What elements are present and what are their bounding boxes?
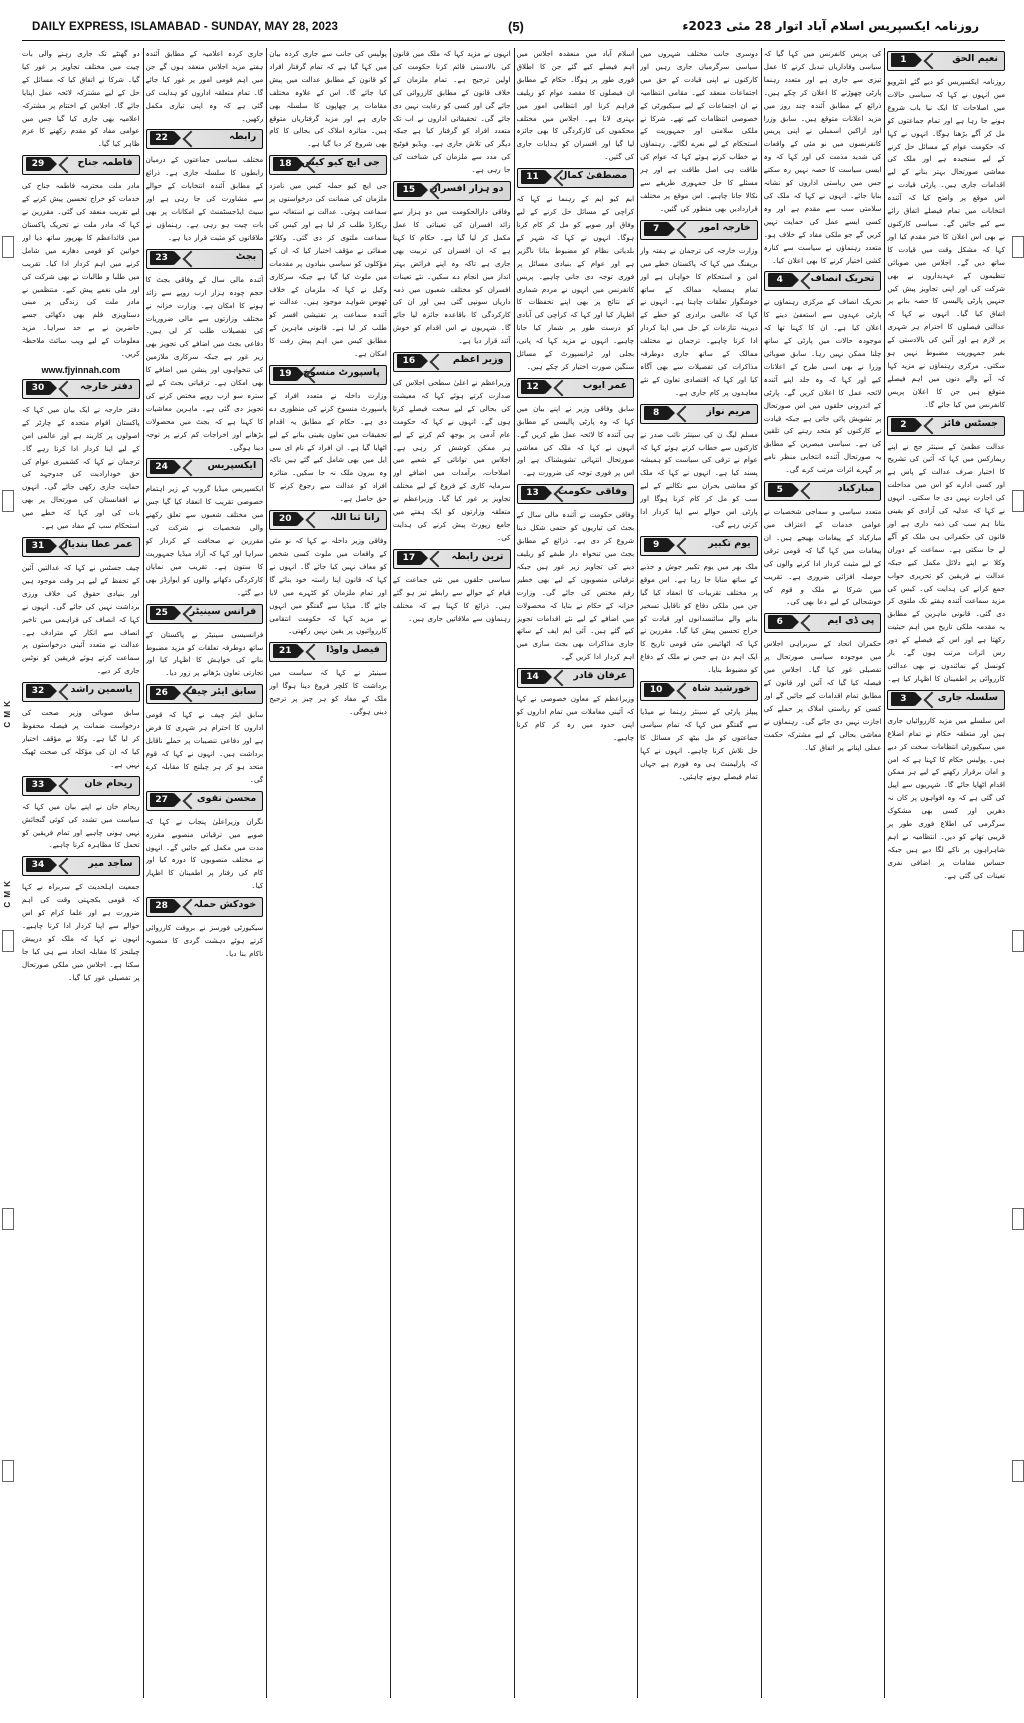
chevron-icon — [306, 644, 323, 661]
story-title: دو ہزار افسران — [429, 183, 504, 195]
chevron-icon — [429, 550, 446, 567]
story-number-badge: 4 — [768, 273, 792, 287]
story-title: رابطہ — [229, 131, 257, 143]
story-body: آئندہ مالی سال کے وفاقی بجٹ کا حجم چودہ ہزار ارب روپے سے زائد ہونے کا امکان ہے۔ وزارت خزانہ نے مختلف وزارتوں سے مالی ضروریات کی تفصیلات طلب کر لی ہیں۔ دفاعی بجٹ میں اضافے کی تجویز بھی زیر غور ہے جبکہ سرکاری ملازمین کی تنخواہوں اور پنشن میں اضافے کا بھی امکان ہے۔ ترقیاتی بجٹ کے لیے سترہ سو ارب روپے مختص کرنے کی تجویز دی گئی ہے۔ ماہرین معاشیات کا کہنا ہے کہ بجٹ میں محصولات بڑھانے اور اخراجات کم کرنے پر توجہ دینا ہوگی۔ — [145, 274, 264, 452]
story-heading — [640, 220, 758, 240]
story-number-badge: 13 — [521, 486, 545, 500]
story-heading — [269, 510, 387, 530]
chevron-icon — [800, 483, 817, 500]
story-number-badge: 34 — [26, 858, 50, 872]
story-body: وزیراعظم کے معاون خصوصی نے کہا کہ آئینی معاملات میں تمام اداروں کو اپنی حدود میں رہ کر کام کرنا چاہیے۔ — [516, 694, 635, 742]
story-title: جی ایچ کیو کیس — [301, 157, 380, 169]
website-url: www.fjyinnah.com — [41, 364, 121, 375]
story-title: فرانس سینیٹر — [189, 605, 257, 617]
story-number-badge: 26 — [150, 686, 174, 700]
story-body: وزارت خارجہ کی ترجمان نے ہفتہ وار بریفنگ میں کہا کہ پاکستان خطے میں امن و استحکام کا خواہاں ہے اور تمام ہمسایہ ممالک کے ساتھ خوشگوار تعلقات چاہتا ہے۔ انہوں نے کہا کہ عالمی برادری کو خطے کے دیرینہ تنازعات کے حل میں اپنا کردار ادا کرنا چاہیے۔ ترجمان نے مختلف ممالک کے ساتھ جاری دوطرفہ مذاکرات کی تفصیلات سے بھی آگاہ کیا اور کہا کہ اقتصادی تعاون کے نئے معاہدوں پر کام جاری ہے۔ — [640, 245, 758, 397]
story-heading — [146, 458, 264, 478]
story-number-badge: 28 — [150, 899, 174, 913]
story-body: متعدد سیاسی و سماجی شخصیات نے عوامی خدمات کے اعتراف میں مبارکباد کے پیغامات بھیجے ہیں۔ ان پیغامات میں کہا گیا کہ قومی ترقی کے لیے مثبت کردار ادا کرنے والوں کی حوصلہ افزائی ضروری ہے۔ تقریب میں شرکا نے ملک و قوم کی خوشحالی کے لیے دعا بھی کی۔ — [763, 507, 882, 607]
registration-mark — [1012, 1208, 1024, 1230]
story-title: وزیر اعظم — [452, 354, 504, 366]
story-heading — [393, 352, 511, 372]
color-mark-cmk: C M K — [3, 700, 12, 728]
story-heading — [393, 549, 511, 569]
chevron-icon — [677, 221, 694, 238]
story-title: رانا ثنا اللہ — [330, 512, 380, 524]
story-title: خارجہ امور — [698, 221, 751, 233]
masthead — [22, 14, 1005, 41]
registration-mark — [2, 930, 14, 952]
story-body: جمعیت اہلحدیث کے سربراہ نے کہا کہ قومی یکجہتی وقت کی اہم ضرورت ہے اور علما کرام کو اس حوالے سے اپنا کردار ادا کرنا چاہیے۔ انہوں نے کہا کہ ملک کو درپیش چیلنجز کا مقابلہ اتحاد سے ہی کیا جا سکتا ہے۔ اجلاس میں ملکی صورتحال پر تفصیلی غور کیا گیا۔ — [22, 882, 140, 982]
story-number-badge: 22 — [150, 131, 174, 145]
column-divider — [143, 48, 144, 1698]
story-title: خورشید شاہ — [691, 683, 751, 695]
story-title: محسن نقوی — [196, 792, 257, 804]
chevron-icon — [924, 417, 941, 434]
story-title: فیصل واوڈا — [326, 644, 380, 656]
story-body: اسلام آباد میں منعقدہ اجلاس میں اہم فیصلے کیے گئے جن کا اطلاق فوری طور پر ہوگا۔ حکام کے مطابق ان فیصلوں کا مقصد عوام کو ریلیف فراہم کرنا اور انتظامی امور میں بہتری لانا ہے۔ اجلاس میں مختلف محکموں کی کارکردگی کا بھی جائزہ لیا گیا اور افسران کو ہدایات جاری کی گئیں۔ — [516, 49, 635, 162]
story-heading — [764, 613, 882, 633]
newspaper-page — [22, 14, 1005, 1702]
story-title: عرفان قادر — [573, 670, 628, 682]
story-number-badge: 31 — [26, 539, 50, 553]
story-number-badge: 7 — [644, 222, 668, 236]
story-body: فرانسیسی سینیٹر نے پاکستان کے ساتھ دوطرفہ تعلقات کو مزید مضبوط بنانے کی خواہش کا اظہار کیا اور تجارتی تعاون بڑھانے پر زور دیا۔ — [145, 629, 264, 678]
story-heading — [146, 684, 264, 704]
story-heading — [640, 404, 758, 424]
story-heading — [146, 249, 264, 269]
story-number-badge: 2 — [891, 418, 915, 432]
chevron-icon — [59, 858, 76, 875]
story-body: وفاقی وزیر داخلہ نے کہا کہ نو مئی کے واقعات میں ملوث کسی شخص کو معاف نہیں کیا جائے گا۔ انہوں نے کہا کہ قانون اپنا راستہ خود بنائے گا اور تمام ملزمان کو کٹہرے میں لایا جائے گا۔ میڈیا سے گفتگو میں انہوں نے مزید کہا کہ حکومت انتقامی کارروائیوں پر یقین نہیں رکھتی۔ — [269, 536, 387, 636]
story-title: فاطمہ جناح — [77, 157, 133, 169]
story-number-badge: 1 — [891, 53, 915, 67]
chevron-icon — [429, 354, 446, 371]
story-body: تحریک انصاف کے مرکزی رہنماؤں نے پارٹی عہدوں سے استعفیٰ دینے کا اعلان کیا ہے۔ ان کا کہنا تھا کہ موجودہ حالات میں پارٹی کے ساتھ چلنا ممکن نہیں رہا۔ سابق صوبائی وزرا نے بھی اسی طرح کے اعلانات کیے اور کہا کہ وہ جلد اپنے آئندہ لائحہ عمل کا اعلان کریں گے۔ پارٹی کے اندرونی حلقوں میں اس صورتحال پر تشویش پائی جاتی ہے جبکہ قیادت نے کارکنوں کو متحد رہنے کی تلقین کی ہے۔ سیاسی مبصرین کے مطابق یہ صورتحال آئندہ انتخابی منظر نامے پر گہرے اثرات مرتب کرے گی۔ — [763, 297, 882, 475]
story-title: یوم تکبیر — [708, 537, 751, 549]
story-body: وزیراعظم نے اعلیٰ سطحی اجلاس کی صدارت کرتے ہوئے کہا کہ معیشت کی بحالی کے لیے سخت فیصلے کرنا ہوں گے۔ انہوں نے کہا کہ حکومت عام آدمی پر بوجھ کم کرنے کے لیے ہر ممکن کوشش کر رہی ہے۔ اجلاس میں توانائی کے شعبے میں اصلاحات، برآمدات میں اضافے اور سرمایہ کاری کے فروغ کے لیے مختلف تجاویز پر غور کیا گیا۔ وزیراعظم نے متعلقہ وزارتوں کو ایک ہفتے میں جامع رپورٹ پیش کرنے کی ہدایت کی۔ — [392, 378, 511, 542]
story-number-badge: 14 — [521, 670, 545, 684]
column-3 — [640, 48, 758, 1698]
story-number-badge: 23 — [150, 251, 174, 265]
registration-mark — [1012, 236, 1024, 258]
story-heading — [269, 155, 387, 175]
registration-mark — [2, 1208, 14, 1230]
story-number-badge: 10 — [644, 683, 668, 697]
story-title: مصطفیٰ کمال — [559, 170, 628, 182]
story-heading — [517, 378, 635, 398]
chevron-icon — [924, 53, 941, 70]
story-title: ایکسپریس — [207, 460, 257, 472]
story-body: چیف جسٹس نے کہا کہ عدالتیں آئین کے تحفظ کے لیے ہر وقت موجود ہیں اور بنیادی حقوق کی خلاف ورزی برداشت نہیں کی جائے گی۔ انہوں نے کہا کہ انصاف کی فراہمی میں تاخیر انصاف سے انکار کے مترادف ہے۔ عدالت نے متعدد آئینی درخواستوں پر سماعت کرتے ہوئے فریقین کو نوٹس جاری کر دیے۔ — [22, 563, 140, 676]
story-body: پولیس کی جانب سے جاری کردہ بیان میں کہا گیا ہے کہ تمام گرفتار افراد کو قانون کے مطابق عدالت میں پیش کیا جائے گا۔ اس کے علاوہ مختلف مقامات پر چھاپوں کا سلسلہ بھی جاری ہے اور مزید گرفتاریاں متوقع ہیں۔ متاثرہ املاک کی بحالی کا کام بھی شروع کر دیا گیا ہے۔ — [269, 49, 387, 149]
story-title: دفتر خارجہ — [80, 380, 133, 392]
story-title: عمر عطا بندیال — [59, 539, 133, 550]
story-body: ریحام خان نے اپنے بیان میں کہا کہ سیاست میں تشدد کی کوئی گنجائش نہیں ہونی چاہیے اور تمام فریقین کو تحمل کا مظاہرہ کرنا چاہیے۔ — [22, 801, 140, 850]
registration-mark — [2, 490, 14, 512]
story-number-badge: 17 — [397, 551, 421, 565]
story-body: پیپلز پارٹی کے سینئر رہنما نے میڈیا سے گفتگو میں کہا کہ تمام سیاسی جماعتوں کو مل بیٹھ کر مسائل کا حل تلاش کرنا چاہیے۔ انہوں نے کہا کہ پارلیمنٹ ہی وہ فورم ہے جہاں تمام فیصلے ہونے چاہئیں۔ — [640, 707, 758, 781]
chevron-icon — [182, 460, 199, 477]
column-7 — [146, 48, 264, 1698]
story-body: عدالت عظمیٰ کے سینئر جج نے اپنے ریمارکس میں کہا کہ آئین کی تشریح کا اختیار صرف عدالت کے پاس ہے اور کسی ادارے کو اس میں مداخلت کی اجازت نہیں دی جا سکتی۔ انہوں نے کہا کہ عدلیہ کی آزادی کو یقینی بنانا ہم سب کی ذمہ داری ہے اور قانون کی حکمرانی ہی ملک کو آگے لے جا سکتی ہے۔ سماعت کے دوران وکلا نے اپنے دلائل مکمل کیے جبکہ عدالت نے فریقین کو تحریری جواب جمع کرانے کی ہدایت کی۔ کیس کی مزید سماعت آئندہ ہفتے تک ملتوی کر دی گئی۔ قانونی ماہرین کے مطابق یہ مقدمہ ملکی تاریخ میں اہم حیثیت رکھتا ہے اور اس کے فیصلے کے دور رس اثرات مرتب ہوں گے۔ بار کونسل کے نمائندوں نے بھی عدالتی کارروائی پر اطمینان کا اظہار کیا ہے۔ — [887, 441, 1005, 683]
story-number-badge: 21 — [273, 644, 297, 658]
story-heading — [887, 51, 1005, 71]
column-1 — [887, 48, 1005, 1698]
story-heading — [269, 365, 387, 385]
chevron-icon — [59, 157, 76, 174]
story-heading — [764, 271, 882, 291]
color-mark-cmk-lower: C M K — [3, 880, 12, 908]
story-body: وفاقی دارالحکومت میں دو ہزار سے زائد افسران کی تعیناتی کا عمل مکمل کر لیا گیا ہے۔ حکام کا کہنا ہے کہ ان افسران کی تربیت بھی جاری ہے تاکہ وہ اپنے فرائض بہتر انداز میں انجام دے سکیں۔ نئے تعینات افسران کو مختلف شعبوں میں ذمہ داریاں سونپی گئی ہیں اور ان کی کارکردگی کا باقاعدہ جائزہ لیا جائے گا۔ شہریوں نے اس اقدام کو خوش آئند قرار دیا ہے۔ — [392, 207, 511, 346]
column-5 — [393, 48, 511, 1698]
story-title: یاسمین راشد — [70, 684, 133, 696]
story-title: نعیم الحق — [952, 53, 998, 64]
column-6 — [269, 48, 387, 1698]
story-heading — [22, 776, 140, 796]
story-heading — [22, 537, 140, 557]
story-title: ساجد میر — [88, 858, 133, 870]
story-body: کی پریس کانفرنس میں کہا گیا کہ سیاسی وفاداریاں تبدیل کرنے کا عمل تیزی سے جاری ہے اور متعدد رہنما پارٹی چھوڑنے کا اعلان کر چکے ہیں۔ ذرائع کے مطابق آئندہ چند روز میں مزید اعلانات متوقع ہیں۔ سابق وزرا اور اراکین اسمبلی نے اپنی پریس کانفرنسوں میں نو مئی کے واقعات کی شدید مذمت کی اور کہا کہ وہ ایسی سیاست کا حصہ نہیں رہ سکتے جس میں ریاستی اداروں کو نشانہ بنایا جائے۔ انہوں نے کہا کہ ملک کی سلامتی سب سے مقدم ہے اور وہ کسی ایسے عمل کی حمایت نہیں کریں گے جو ملکی مفاد کے خلاف ہو۔ متعدد رہنماؤں نے سیاست سے کنارہ کشی اختیار کرنے کا بھی اعلان کیا۔ — [763, 49, 882, 265]
story-title: جسٹس فائز — [941, 417, 998, 429]
story-number-badge: 9 — [644, 538, 668, 552]
story-number-badge: 5 — [768, 483, 792, 497]
chevron-icon — [800, 615, 817, 632]
story-title: عمر ایوب — [582, 379, 628, 391]
registration-mark — [1012, 930, 1024, 952]
story-body: دفتر خارجہ نے ایک بیان میں کہا کہ پاکستان اقوام متحدہ کے چارٹر کے اصولوں پر کاربند ہے اور عالمی امن کے لیے اپنا کردار ادا کرتا رہے گا۔ ترجمان نے کہا کہ کشمیری عوام کی حق خودارادیت کی جدوجہد کی حمایت جاری رکھی جائے گی۔ انہوں نے افغانستان کی صورتحال پر بھی بات کی اور کہا کہ خطے میں استحکام سب کے مفاد میں ہے۔ — [22, 404, 140, 531]
story-body: سیکیورٹی فورسز نے بروقت کارروائی کرتے ہوئے دہشت گردی کا منصوبہ ناکام بنا دیا۔ — [145, 923, 264, 958]
story-body: جی ایچ کیو حملہ کیس میں نامزد ملزمان کی ضمانت کی درخواستوں پر سماعت ہوئی۔ عدالت نے استغاثہ سے ریکارڈ طلب کر لیا ہے اور کیس کی سماعت ملتوی کر دی گئی۔ وکلائے صفائی نے مؤقف اختیار کیا کہ ان کے مؤکلوں کو سیاسی بنیادوں پر مقدمات میں ملوث کیا گیا ہے جبکہ سرکاری وکیل نے کہا کہ ملزمان کے خلاف ٹھوس شواہد موجود ہیں۔ عدالت نے آئندہ سماعت پر تفتیشی افسر کو طلب کر لیا ہے۔ قانونی ماہرین کے مطابق کیس میں اہم پیش رفت کا امکان ہے۔ — [269, 181, 387, 359]
story-title: سلسلہ جاری — [937, 691, 998, 703]
story-number-badge: 24 — [150, 460, 174, 474]
chevron-icon — [553, 670, 570, 687]
story-heading — [22, 856, 140, 876]
story-body: ایکسپریس میڈیا گروپ کے زیر اہتمام خصوصی تقریب کا انعقاد کیا گیا جس میں مختلف شعبوں سے تعلق رکھنے والی شخصیات نے شرکت کی۔ مقررین نے صحافت کے کردار کو سراہا اور کہا کہ آزاد میڈیا جمہوریت کا ستون ہے۔ تقریب میں نمایاں کارکردگی دکھانے والوں کو ایوارڈز بھی دیے گئے۔ — [145, 484, 264, 597]
column-8 — [22, 48, 140, 1698]
story-title: مبارکباد — [837, 483, 875, 495]
story-number-badge: 8 — [644, 406, 668, 420]
story-title: مریم نواز — [706, 405, 751, 417]
chevron-icon — [59, 777, 76, 794]
chevron-icon — [306, 512, 323, 529]
story-heading — [22, 682, 140, 702]
column-4 — [517, 48, 635, 1698]
story-heading — [146, 129, 264, 149]
story-number-badge: 30 — [26, 381, 50, 395]
story-body: سابق ایئر چیف نے کہا کہ قومی اداروں کا احترام ہر شہری کا فرض ہے اور دفاعی تنصیبات پر حملے ناقابل برداشت ہیں۔ انہوں نے کہا کہ قوم متحد ہو کر ہر چیلنج کا مقابلہ کرے گی۔ — [145, 710, 264, 784]
story-heading — [517, 668, 635, 688]
story-heading — [146, 791, 264, 811]
story-title: ترین رابطہ — [451, 550, 504, 562]
story-number-badge: 15 — [397, 183, 421, 197]
story-number-badge: 25 — [150, 606, 174, 620]
chevron-icon — [182, 131, 199, 148]
story-title: پاسپورٹ منسوخ — [303, 366, 380, 378]
story-number-badge: 18 — [273, 157, 297, 171]
story-body: انہوں نے مزید کہا کہ ملک میں قانون کی بالادستی قائم کرنا حکومت کی اولین ترجیح ہے۔ تمام ملزمان کے خلاف قانون کے مطابق کارروائی کی جائے گی اور کسی کو رعایت نہیں دی جائے گی۔ تحقیقاتی اداروں نے اب تک متعدد افراد کو گرفتار کیا ہے جبکہ دیگر کی تلاش جاری ہے۔ ویڈیو فوٹیج کی مدد سے ملزمان کی شناخت کی جا رہی ہے۔ — [392, 49, 511, 175]
story-number-badge: 20 — [273, 512, 297, 526]
registration-mark — [1012, 1460, 1024, 1482]
chevron-icon — [182, 250, 199, 267]
chevron-icon — [677, 405, 694, 422]
chevron-icon — [553, 379, 570, 396]
story-number-badge: 33 — [26, 778, 50, 792]
masthead-english: DAILY EXPRESS, ISLAMABAD - SUNDAY, MAY 28, 2023 — [32, 21, 338, 33]
registration-mark — [2, 1460, 14, 1482]
column-divider — [884, 48, 885, 1698]
story-heading — [269, 642, 387, 662]
story-number-badge: 32 — [26, 684, 50, 698]
registration-mark — [2, 236, 14, 258]
story-number-badge: 12 — [521, 380, 545, 394]
story-title: وفاقی حکومت — [558, 486, 628, 498]
story-body: سابق وفاقی وزیر نے اپنے بیان میں کہا کہ وہ پارٹی پالیسی کے مطابق ہی آئندہ کا لائحہ عمل طے کریں گے۔ انہوں نے کہا کہ ملک کی معاشی صورتحال انتہائی تشویشناک ہے اور اس پر فوری توجہ کی ضرورت ہے۔ — [516, 403, 635, 478]
story-number-badge: 27 — [150, 793, 174, 807]
story-body: مختلف سیاسی جماعتوں کے درمیان رابطوں کا سلسلہ جاری ہے۔ ذرائع کے مطابق آئندہ انتخابات کے حوالے سے مشاورت کی جا رہی ہے اور سیٹ ایڈجسٹمنٹ کے امکانات پر بھی بات چیت ہو رہی ہے۔ رہنماؤں نے ملاقاتوں کو مثبت قرار دیا ہے۔ — [145, 155, 264, 242]
story-heading — [517, 168, 635, 188]
story-body: مادر ملت محترمہ فاطمہ جناح کی خدمات کو خراج تحسین پیش کرنے کے لیے تقریب منعقد کی گئی۔ مقررین نے کہا کہ مادر ملت نے تحریک پاکستان میں قائداعظم کا بھرپور ساتھ دیا اور خواتین کو قومی دھارے میں شامل کرنے میں اہم کردار ادا کیا۔ تقریب میں طلبا و طالبات نے بھی شرکت کی اور ملی نغمے پیش کیے۔ منتظمین نے مادر ملت کی زندگی پر مبنی دستاویزی فلم بھی دکھائی جسے حاضرین نے بے حد سراہا۔ مزید معلومات کے لیے ویب سائٹ ملاحظہ کریں۔ — [22, 181, 140, 359]
story-body: وفاقی حکومت نے آئندہ مالی سال کے بجٹ کی تیاریوں کو حتمی شکل دینا شروع کر دی ہے۔ ذرائع کے مطابق بجٹ میں تنخواہ دار طبقے کو ریلیف دینے کی تجاویز زیر غور ہیں جبکہ ترقیاتی منصوبوں کے لیے بھی خطیر رقم مختص کی جائے گی۔ وزارت خزانہ کے حکام نے بتایا کہ محصولات میں اضافے کے لیے نئے اقدامات تجویز کیے گئے ہیں۔ آئی ایم ایف کے ساتھ جاری مذاکرات بھی بجٹ سازی میں اہم کردار ادا کریں گے۔ — [516, 510, 635, 662]
story-title: خودکش حملہ — [193, 899, 257, 911]
story-body: اس سلسلے میں مزید کارروائیاں جاری ہیں اور متعلقہ حکام نے تمام اضلاع میں سیکیورٹی انتظامات سخت کر دیے ہیں۔ پولیس حکام کا کہنا ہے کہ امن و امان برقرار رکھنے کے لیے ہر ممکن اقدام اٹھایا جائے گا۔ شہریوں سے اپیل کی گئی ہے کہ وہ افواہوں پر کان نہ دھریں اور کسی بھی مشکوک سرگرمی کی اطلاع فوری طور پر قریبی تھانے کو دیں۔ انتظامیہ نے اہم شاہراہوں پر ناکے لگا دیے ہیں جبکہ حساس مقامات پر اضافی نفری تعینات کی گئی ہے۔ — [887, 715, 1005, 880]
story-body: وزارت داخلہ نے متعدد افراد کے پاسپورٹ منسوخ کرنے کی منظوری دے دی ہے۔ حکام کے مطابق یہ اقدام تحقیقات میں تعاون یقینی بنانے کے لیے اٹھایا گیا ہے۔ ان افراد کے نام ای سی ایل میں بھی شامل کیے گئے ہیں تاکہ وہ بیرون ملک نہ جا سکیں۔ متاثرہ افراد کو عدالت سے رجوع کرنے کا حق حاصل ہے۔ — [269, 390, 387, 504]
story-heading — [393, 181, 511, 201]
story-body: روزنامہ ایکسپریس کو دیے گئے انٹرویو میں انہوں نے کہا کہ سیاسی حالات میں اصلاحات کا ایک نیا باب شروع ہونے جا رہا ہے اور تمام جماعتوں کو مل کر آگے بڑھنا ہوگا۔ انہوں نے کہا کہ حکومت عوام کے مسائل حل کرنے کے لیے سنجیدہ ہے اور ملک کی معاشی صورتحال بہتر بنانے کے لیے اقدامات جاری ہیں۔ پارٹی قیادت نے اس موقع پر واضح کیا کہ آئندہ انتخابات میں تمام فیصلے اتفاق رائے سے کیے جائیں گے۔ سیاسی کارکنوں نے بھی اس اعلان کا خیر مقدم کیا اور کہا کہ مشکل وقت میں قیادت کا ساتھ دیں گے۔ اجلاس میں صوبائی تنظیموں کے عہدیداروں نے بھی شرکت کی اور اپنی تجاویز پیش کیں جنہیں پارٹی پالیسی کا حصہ بنانے پر اتفاق کیا گیا۔ انہوں نے کہا کہ عدالتی فیصلوں کا احترام ہر شہری پر لازم ہے اور آئین کی بالادستی کے بغیر جمہوریت مضبوط نہیں ہو سکتی۔ مرکزی رہنماؤں نے مزید کہا کہ آنے والے دنوں میں اہم فیصلے متوقع ہیں جن کا اعلان پریس کانفرنس میں کیا جائے گا۔ — [887, 77, 1005, 409]
story-heading — [887, 416, 1005, 436]
story-heading — [887, 690, 1005, 710]
story-heading — [22, 379, 140, 399]
story-heading — [764, 481, 882, 501]
story-body: سینیٹر نے کہا کہ سیاست میں برداشت کا کلچر فروغ دینا ہوگا اور ملک کے مفاد کو ہر چیز پر ترجیح دینی ہوگی۔ — [269, 668, 387, 717]
page-number: (5) — [508, 19, 524, 34]
story-number-badge: 19 — [273, 367, 297, 381]
story-body: سابق صوبائی وزیر صحت کی درخواست ضمانت پر فیصلہ محفوظ کر لیا گیا ہے۔ وکلا نے مؤقف اختیار کیا کہ ان کی مؤکلہ کی صحت ٹھیک نہیں ہے۔ — [22, 708, 140, 769]
story-body: ایم کیو ایم کے رہنما نے کہا کہ کراچی کے مسائل حل کرنے کے لیے وفاق اور صوبے کو مل کر کام کرنا ہوگا۔ انہوں نے کہا کہ شہر کے بلدیاتی نظام کو مضبوط بنانا ناگزیر ہے اور عوام کے بنیادی مسائل پر فوری توجہ دی جانی چاہیے۔ پریس کانفرنس میں انہوں نے مردم شماری کے نتائج پر بھی اپنے تحفظات کا اظہار کیا اور کہا کہ کراچی کی آبادی کو درست طور پر شمار کیا جانا چاہیے۔ انہوں نے مزید کہا کہ پانی، بجلی اور ٹرانسپورٹ کے مسائل سنگین صورت اختیار کر چکے ہیں۔ — [516, 194, 635, 371]
chevron-icon — [59, 380, 76, 397]
column-2 — [764, 48, 882, 1698]
story-title: تحریک انصاف — [810, 273, 875, 285]
story-heading — [640, 681, 758, 701]
story-body: ملک بھر میں یوم تکبیر جوش و جذبے کے ساتھ منایا جا رہا ہے۔ اس موقع پر مختلف تقریبات کا انعقاد کیا گیا جن میں ملکی دفاع کو ناقابل تسخیر بنانے والے سائنسدانوں اور قیادت کو خراج تحسین پیش کیا گیا۔ مقررین نے کہا کہ اٹھائیس مئی قومی تاریخ کا ایک اہم دن ہے جس نے ملک کے دفاع کو مضبوط بنایا۔ — [640, 561, 758, 675]
column-divider — [266, 48, 267, 1698]
story-number-badge: 16 — [397, 354, 421, 368]
story-title: سابق ایئر چیف — [185, 686, 257, 698]
story-heading — [146, 897, 264, 917]
registration-mark — [1012, 490, 1024, 512]
story-title: ریحام خان — [84, 777, 133, 789]
story-heading — [640, 536, 758, 556]
masthead-urdu: روزنامہ ایکسپریس اسلام آباد اتوار 28 مئی 2023ء — [682, 19, 979, 33]
story-number-badge: 29 — [26, 157, 50, 171]
story-body: دوسری جانب مختلف شہروں میں سیاسی سرگرمیاں جاری رہیں اور کارکنوں نے اپنی قیادت کے حق میں اجتماعات منعقد کیے۔ مقامی انتظامیہ نے ان اجتماعات کے لیے سیکیورٹی کے خصوصی انتظامات کیے تھے۔ شرکا نے ملکی سلامتی اور جمہوریت کے استحکام کے لیے نعرے لگائے۔ رہنماؤں نے خطاب کرتے ہوئے کہا کہ عوام کی طاقت ہی اصل طاقت ہے اور ہر مسئلے کا حل جمہوری طریقے سے نکالا جانا چاہیے۔ اس موقع پر مختلف قراردادیں بھی منظور کی گئیں۔ — [640, 49, 758, 213]
story-title: پی ڈی ایم — [827, 615, 875, 627]
story-heading — [517, 484, 635, 504]
story-title: بجٹ — [235, 250, 257, 262]
story-heading — [146, 604, 264, 624]
column-divider — [637, 48, 638, 1698]
story-heading — [22, 155, 140, 175]
story-body: سیاسی حلقوں میں نئی جماعت کے قیام کے حوالے سے رابطے تیز ہو گئے ہیں۔ ذرائع کا کہنا ہے کہ مختلف رہنماؤں سے ملاقاتیں جاری ہیں۔ — [392, 574, 511, 623]
chevron-icon — [677, 537, 694, 554]
story-body: جاری کردہ اعلامیہ کے مطابق آئندہ ہفتے مزید اجلاس منعقد ہوں گے جن میں اہم قومی امور پر غور کیا جائے گا۔ تمام متعلقہ اداروں کو ہدایت کی گئی ہے کہ وہ اپنی تیاری مکمل رکھیں۔ — [145, 49, 264, 123]
story-body: حکمران اتحاد کے سربراہی اجلاس میں موجودہ سیاسی صورتحال پر تفصیلی غور کیا گیا۔ اجلاس میں فیصلہ کیا گیا کہ آئین اور قانون کے مطابق تمام اقدامات کیے جائیں گے اور کسی کو ریاستی املاک پر حملے کی اجازت نہیں دی جائے گی۔ رہنماؤں نے معاشی بحالی کے لیے مشترکہ حکمت عملی اپنانے پر اتفاق کیا۔ — [763, 639, 882, 752]
story-number-badge: 11 — [521, 170, 545, 184]
column-divider — [390, 48, 391, 1698]
story-body: مسلم لیگ ن کی سینئر نائب صدر نے کارکنوں سے خطاب کرتے ہوئے کہا کہ عوام نے ترقی کی سیاست کو ہمیشہ پسند کیا ہے۔ انہوں نے کہا کہ ملک کو معاشی بحران سے نکالنے کے لیے سب کو مل کر کام کرنا ہوگا اور پارٹی اس حوالے سے اپنا کردار ادا کرتی رہے گی۔ — [640, 429, 758, 529]
column-divider — [514, 48, 515, 1698]
story-number-badge: 3 — [891, 692, 915, 706]
story-body: نگران وزیراعلیٰ پنجاب نے کہا کہ صوبے میں ترقیاتی منصوبے مقررہ مدت میں مکمل کیے جائیں گے۔ انہوں نے مختلف منصوبوں کا دورہ کیا اور کام کی رفتار پر اطمینان کا اظہار کیا۔ — [145, 816, 264, 891]
story-body: دو گھنٹے تک جاری رہنے والی بات چیت میں مختلف تجاویز پر غور کیا گیا۔ شرکا نے اتفاق کیا کہ مسائل کے حل کے لیے مشترکہ لائحہ عمل اپنایا جائے گا۔ اجلاس کے اختتام پر مشترکہ اعلامیہ بھی جاری کیا گیا جس میں عوامی مفاد کو مقدم رکھنے کا عزم ظاہر کیا گیا۔ — [22, 49, 140, 149]
column-divider — [761, 48, 762, 1698]
story-number-badge: 6 — [768, 615, 792, 629]
